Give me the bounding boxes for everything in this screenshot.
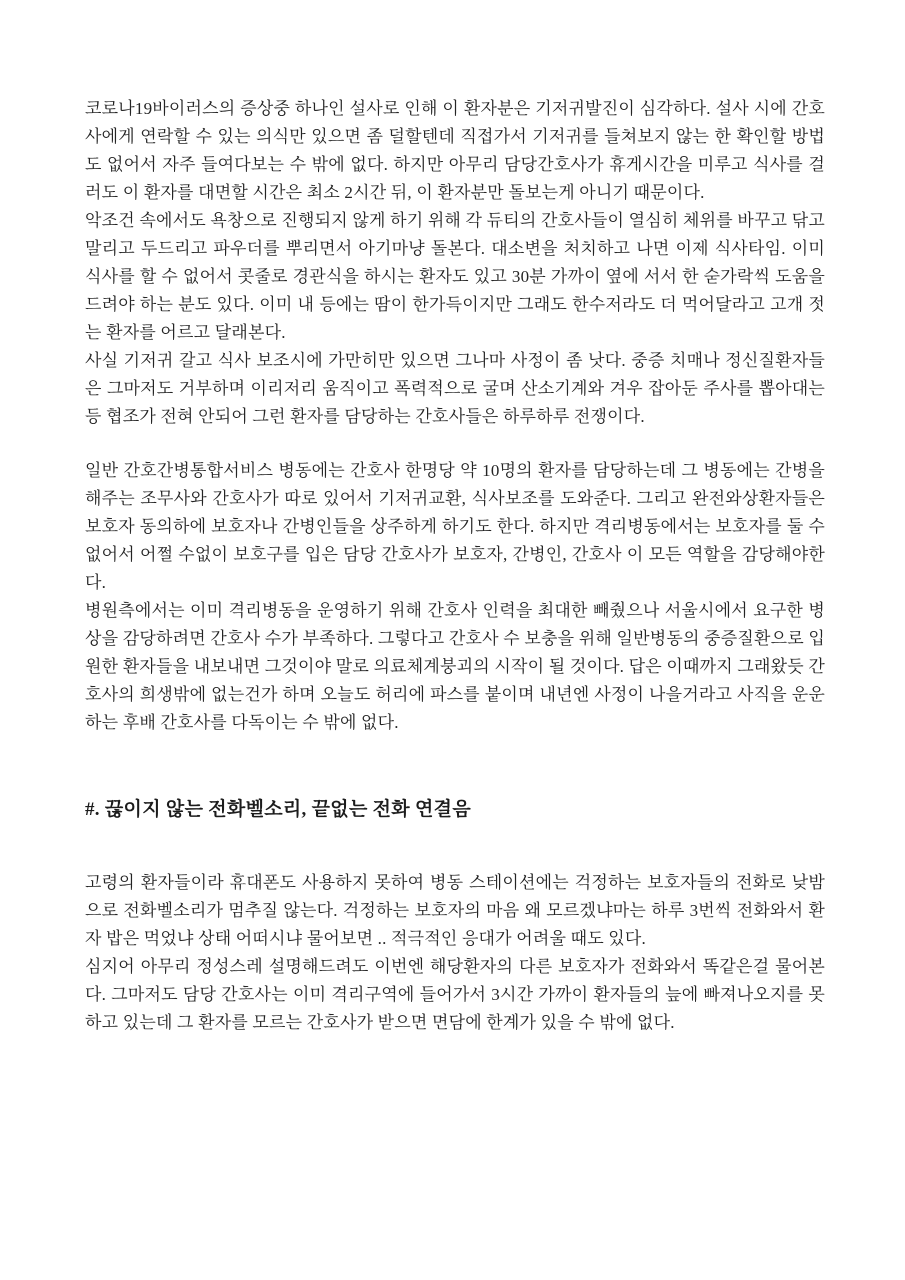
paragraph-repeated-calls: 심지어 아무리 정성스레 설명해드려도 이번엔 해당환자의 다른 보호자가 전화와서 똑같은걸 물어본다. 그마저도 담당 간호사는 이미 격리구역에 들어가서 3시간 가까이 환자들의 늪에 빠져나오지를 못하고 있는데 그 환자를 모르는 간호사가 받으면 면담에 한계가 있을 수 밖에 없다. — [85, 957, 825, 1032]
paragraph-bedsore-care: 악조건 속에서도 욕창으로 진행되지 않게 하기 위해 각 듀티의 간호사들이 열심히 체위를 바꾸고 닦고 말리고 두드리고 파우더를 뿌리면서 아기마냥 돌본다. 대소변을 처치하고 나면 이제 식사타임. 이미 식사를 할 수 없어서 콧줄로 경관식을 하시는 환자도 있고 30분 가까이 옆에 서서 한 숟가락씩 도움을 드려야 하는 분도 있다. 이미 내 등에는 땀이 한가득이지만 그래도 한수저라도 더 먹어달라고 고개 젓는 환자를 어르고 달래본다. — [85, 211, 825, 342]
paragraph-dementia-patients: 사실 기저귀 갈고 식사 보조시에 가만히만 있으면 그나마 사정이 좀 낫다. 중증 치매나 정신질환자들은 그마저도 거부하며 이리저리 움직이고 폭력적으로 굴며 산소기계와 겨우 잡아둔 주사를 뽑아대는 등 협조가 전혀 안되어 그런 환자를 담당하는 간호사들은 하루하루 전쟁이다. — [85, 351, 825, 426]
article-body — [85, 95, 825, 1037]
paragraph-diaper-rash: 코로나19바이러스의 증상중 하나인 설사로 인해 이 환자분은 기저귀발진이 심각하다. 설사 시에 간호사에게 연락할 수 있는 의식만 있으면 좀 덜할텐데 직접가서 기저귀를 들쳐보지 않는 한 확인할 방법도 없어서 자주 들여다보는 수 밖에 없다. 하지만 아무리 담당간호사가 휴게시간을 미루고 식사를 걸러도 이 환자를 대면할 시간은 최소 2시간 뒤, 이 환자분만 돌보는게 아니기 때문이다. — [85, 99, 825, 202]
section-heading-phone-calls: #. 끊이지 않는 전화벨소리, 끝없는 전화 연결음 — [85, 799, 471, 820]
paragraph-guardian-calls: 고령의 환자들이라 휴대폰도 사용하지 못하여 병동 스테이션에는 걱정하는 보호자들의 전화로 낮밤으로 전화벨소리가 멈추질 않는다. 걱정하는 보호자의 마음 왜 모르겠냐마는 하루 3번씩 전화와서 환자 밥은 먹었냐 상태 어떠시냐 물어보면 .. 적극적인 응대가 어려울 때도 있다. — [85, 873, 825, 948]
paragraph-nurse-shortage: 병원측에서는 이미 격리병동을 운영하기 위해 간호사 인력을 최대한 빼줬으나 서울시에서 요구한 병상을 감당하려면 간호사 수가 부족하다. 그렇다고 간호사 수 보충을 위해 일반병동의 중증질환으로 입원한 환자들을 내보내면 그것이야 말로 의료체계붕괴의 시작이 될 것이다. 답은 이때까지 그래왔듯 간호사의 희생밖에 없는건가 하며 오늘도 허리에 파스를 붙이며 내년엔 사정이 나을거라고 사직을 운운하는 후배 간호사를 다독이는 수 밖에 없다. — [85, 601, 825, 732]
paragraph-integrated-care-ward: 일반 간호간병통합서비스 병동에는 간호사 한명당 약 10명의 환자를 담당하는데 그 병동에는 간병을 해주는 조무사와 간호사가 따로 있어서 기저귀교환, 식사보조를 도와준다. 그리고 완전와상환자들은 보호자 동의하에 보호자나 간병인들을 상주하게 하기도 한다. 하지만 격리병동에서는 보호자를 둘 수 없어서 어쩔 수없이 보호구를 입은 담당 간호사가 보호자, 간병인, 간호사 이 모든 역할을 감당해야한다. — [85, 461, 825, 592]
